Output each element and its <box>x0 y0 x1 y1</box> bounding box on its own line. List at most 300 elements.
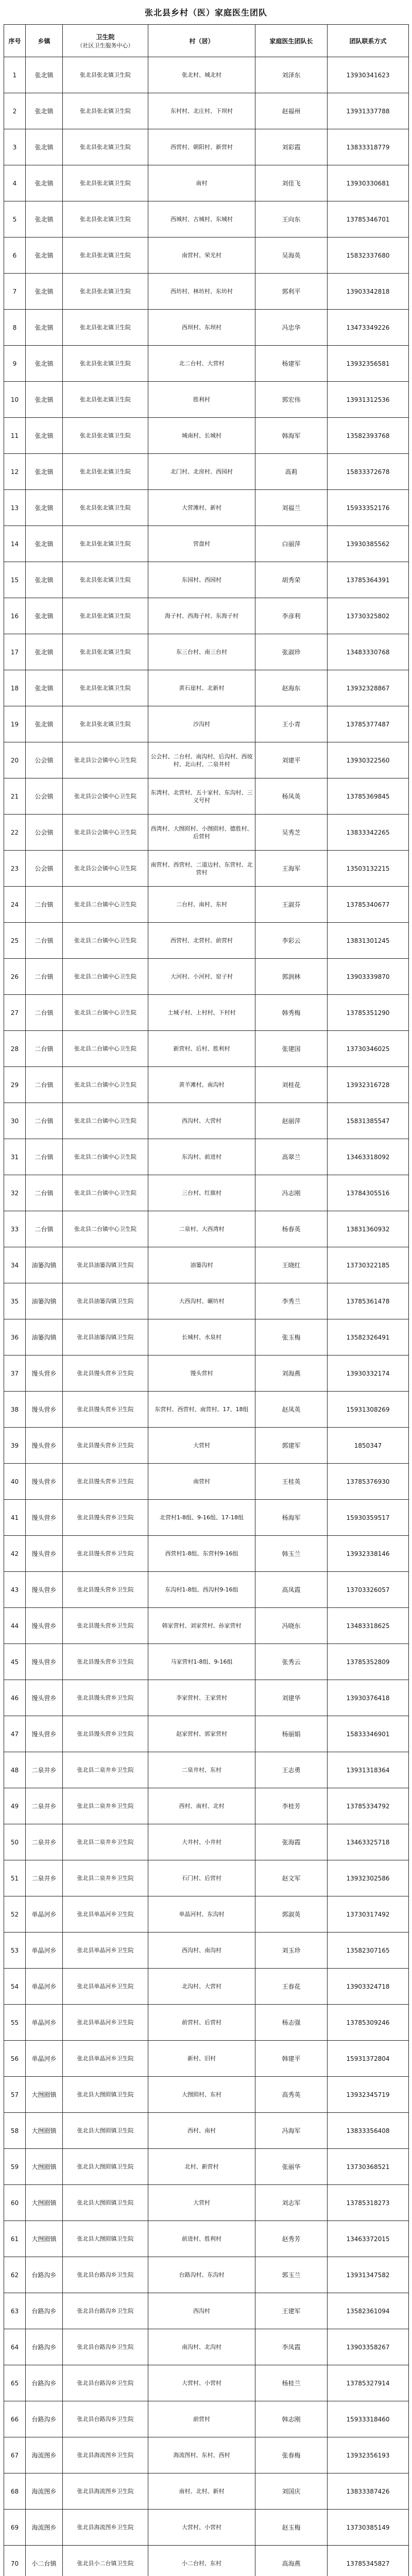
cell-villages: 赵家营村、郭家营村 <box>148 1716 255 1752</box>
cell-clinic: 张北县台路沟乡卫生院 <box>63 2401 148 2437</box>
cell-contact: 13785351290 <box>328 995 409 1031</box>
cell-clinic: 张北县单晶河乡卫生院 <box>63 1896 148 1933</box>
cell-contact: 15931308269 <box>328 1392 409 1428</box>
cell-contact: 13785318273 <box>328 2185 409 2221</box>
cell-township: 油篓沟镇 <box>26 1247 63 1283</box>
cell-clinic: 张北县张北镇卫生院 <box>63 201 148 238</box>
cell-clinic: 张北县张北镇卫生院 <box>63 238 148 274</box>
cell-team-leader: 王淑芬 <box>255 887 328 923</box>
table-row <box>4 706 409 742</box>
cell-contact: 15832337680 <box>328 238 409 274</box>
table-row <box>4 1824 409 1860</box>
cell-contact: 13785369845 <box>328 778 409 815</box>
cell-villages: 大西沟村、碾坊村 <box>148 1283 255 1319</box>
table-row <box>4 2113 409 2149</box>
cell-villages: 大营滩村、新村 <box>148 490 255 526</box>
cell-index: 9 <box>4 346 26 382</box>
cell-contact: 13785340677 <box>328 887 409 923</box>
cell-team-leader: 韩秀梅 <box>255 995 328 1031</box>
cell-index: 35 <box>4 1283 26 1319</box>
cell-index: 37 <box>4 1355 26 1392</box>
cell-team-leader: 刘国庆 <box>255 2473 328 2510</box>
cell-contact: 13463325718 <box>328 1824 409 1860</box>
cell-contact: 15833346901 <box>328 1716 409 1752</box>
cell-contact: 13932356581 <box>328 346 409 382</box>
cell-villages: 西营村1-8组、东营村9-16组 <box>148 1536 255 1572</box>
cell-index: 6 <box>4 238 26 274</box>
cell-township: 二台镇 <box>26 995 63 1031</box>
cell-township: 馒头营乡 <box>26 1608 63 1644</box>
cell-township: 馒头营乡 <box>26 1644 63 1680</box>
table-row <box>4 2077 409 2113</box>
cell-index: 4 <box>4 165 26 201</box>
table-row <box>4 670 409 706</box>
cell-index: 17 <box>4 634 26 670</box>
cell-contact: 1850347 <box>328 1428 409 1464</box>
cell-contact: 13582326491 <box>328 1319 409 1355</box>
cell-contact: 13463318092 <box>328 1139 409 1175</box>
cell-contact: 13903339870 <box>328 959 409 995</box>
table-row <box>4 1572 409 1608</box>
cell-township: 二泉井乡 <box>26 1860 63 1896</box>
cell-index: 48 <box>4 1752 26 1788</box>
cell-township: 公会镇 <box>26 742 63 778</box>
cell-township: 大囫囵镇 <box>26 2221 63 2257</box>
cell-contact: 13931347582 <box>328 2257 409 2293</box>
cell-contact: 13833356408 <box>328 2113 409 2149</box>
cell-index: 29 <box>4 1067 26 1103</box>
cell-team-leader: 刘福兰 <box>255 490 328 526</box>
cell-clinic: 张北县馒头营乡卫生院 <box>63 1644 148 1680</box>
table-row <box>4 418 409 454</box>
cell-team-leader: 杨志强 <box>255 2005 328 2041</box>
cell-contact: 13932328867 <box>328 670 409 706</box>
cell-township: 张北镇 <box>26 165 63 201</box>
table-row <box>4 634 409 670</box>
table-row <box>4 238 409 274</box>
cell-index: 46 <box>4 1680 26 1716</box>
table-row <box>4 165 409 201</box>
cell-township: 张北镇 <box>26 418 63 454</box>
cell-index: 31 <box>4 1139 26 1175</box>
cell-contact: 13785364391 <box>328 562 409 598</box>
cell-index: 53 <box>4 1933 26 1969</box>
table-row <box>4 742 409 778</box>
cell-villages: 李家营村、王家营村 <box>148 1680 255 1716</box>
cell-team-leader: 高莉 <box>255 454 328 490</box>
cell-index: 67 <box>4 2437 26 2473</box>
cell-contact: 13730325802 <box>328 598 409 634</box>
cell-clinic: 张北县油篓沟镇卫生院 <box>63 1319 148 1355</box>
table-row <box>4 598 409 634</box>
cell-clinic: 张北县馒头营乡卫生院 <box>63 1464 148 1500</box>
table-row <box>4 815 409 851</box>
cell-villages: 馒头营村 <box>148 1355 255 1392</box>
cell-township: 张北镇 <box>26 274 63 310</box>
cell-clinic: 张北县张北镇卫生院 <box>63 310 148 346</box>
cell-villages: 胜利村 <box>148 382 255 418</box>
cell-team-leader: 郭润林 <box>255 959 328 995</box>
cell-index: 69 <box>4 2510 26 2546</box>
cell-clinic: 张北县二台镇中心卫生院 <box>63 1175 148 1211</box>
table-row <box>4 851 409 887</box>
cell-township: 台路沟乡 <box>26 2365 63 2401</box>
cell-clinic: 张北县张北镇卫生院 <box>63 454 148 490</box>
cell-villages: 大营村 <box>148 2185 255 2221</box>
cell-villages: 北二台村、大营村 <box>148 346 255 382</box>
cell-villages: 北沟村、大营村 <box>148 1969 255 2005</box>
cell-team-leader: 赵海东 <box>255 670 328 706</box>
cell-index: 65 <box>4 2365 26 2401</box>
cell-team-leader: 张玉梅 <box>255 1319 328 1355</box>
header-villages: 村（居） <box>148 25 255 57</box>
cell-township: 大囫囵镇 <box>26 2113 63 2149</box>
table-row <box>4 454 409 490</box>
cell-index: 54 <box>4 1969 26 2005</box>
cell-index: 57 <box>4 2077 26 2113</box>
cell-team-leader: 杨凤英 <box>255 778 328 815</box>
cell-contact: 13730317492 <box>328 1896 409 1933</box>
cell-team-leader: 刘佳飞 <box>255 165 328 201</box>
cell-team-leader: 杨桂兰 <box>255 2365 328 2401</box>
cell-index: 61 <box>4 2221 26 2257</box>
table-row <box>4 1067 409 1103</box>
cell-contact: 13930376418 <box>328 1680 409 1716</box>
table-row <box>4 959 409 995</box>
cell-township: 张北镇 <box>26 454 63 490</box>
table-row <box>4 1860 409 1896</box>
cell-team-leader: 刘建华 <box>255 1680 328 1716</box>
table-row <box>4 1392 409 1428</box>
cell-contact: 13483330768 <box>328 634 409 670</box>
cell-contact: 13932345719 <box>328 2077 409 2113</box>
cell-contact: 13903358267 <box>328 2329 409 2365</box>
cell-team-leader: 王晓红 <box>255 1247 328 1283</box>
cell-team-leader: 杨海军 <box>255 1500 328 1536</box>
cell-township: 馒头营乡 <box>26 1355 63 1392</box>
cell-clinic: 张北县公会镇中心卫生院 <box>63 742 148 778</box>
table-row <box>4 2041 409 2077</box>
cell-clinic: 张北县油篓沟镇卫生院 <box>63 1283 148 1319</box>
table-row <box>4 1464 409 1500</box>
cell-township: 单晶河乡 <box>26 1933 63 1969</box>
cell-township: 台路沟乡 <box>26 2257 63 2293</box>
cell-index: 27 <box>4 995 26 1031</box>
cell-township: 台路沟乡 <box>26 2293 63 2329</box>
cell-clinic: 张北县馒头营乡卫生院 <box>63 1608 148 1644</box>
table-row <box>4 2473 409 2510</box>
cell-team-leader: 冯志刚 <box>255 1175 328 1211</box>
cell-villages: 马家营村1-8组、9-16组 <box>148 1644 255 1680</box>
cell-team-leader: 李彦利 <box>255 598 328 634</box>
cell-villages: 公会村、二台村、南沟村、后沟村、西坡村、北山村、二泉井村 <box>148 742 255 778</box>
cell-contact: 13784305516 <box>328 1175 409 1211</box>
cell-clinic: 张北县油篓沟镇卫生院 <box>63 1247 148 1283</box>
cell-team-leader: 赵凤英 <box>255 1392 328 1428</box>
cell-township: 公会镇 <box>26 778 63 815</box>
cell-township: 张北镇 <box>26 670 63 706</box>
cell-villages: 油篓沟村 <box>148 1247 255 1283</box>
cell-index: 64 <box>4 2329 26 2365</box>
cell-villages: 海流图村、东村、西村 <box>148 2437 255 2473</box>
cell-township: 二泉井乡 <box>26 1788 63 1824</box>
table-row <box>4 57 409 93</box>
cell-township: 油篓沟镇 <box>26 1319 63 1355</box>
cell-clinic: 张北县二台镇中心卫生院 <box>63 923 148 959</box>
cell-clinic: 张北县大囫囵镇卫生院 <box>63 2221 148 2257</box>
cell-township: 馒头营乡 <box>26 1428 63 1464</box>
cell-index: 66 <box>4 2401 26 2437</box>
cell-township: 二台镇 <box>26 1031 63 1067</box>
cell-contact: 13483318625 <box>328 1608 409 1644</box>
cell-index: 24 <box>4 887 26 923</box>
cell-township: 张北镇 <box>26 346 63 382</box>
cell-team-leader: 张丽华 <box>255 2149 328 2185</box>
cell-contact: 15831385547 <box>328 1103 409 1139</box>
cell-index: 2 <box>4 93 26 129</box>
cell-team-leader: 张淑珍 <box>255 634 328 670</box>
cell-villages: 新村、旧村 <box>148 2041 255 2077</box>
cell-index: 60 <box>4 2185 26 2221</box>
cell-team-leader: 吴海英 <box>255 238 328 274</box>
cell-villages: 西营村、朝阳村、新营村 <box>148 129 255 165</box>
cell-team-leader: 郭利平 <box>255 274 328 310</box>
cell-township: 单晶河乡 <box>26 2041 63 2077</box>
table-row <box>4 1175 409 1211</box>
table-row <box>4 1933 409 1969</box>
table-row <box>4 201 409 238</box>
cell-contact: 13582361094 <box>328 2293 409 2329</box>
cell-team-leader: 李彩云 <box>255 923 328 959</box>
cell-township: 张北镇 <box>26 526 63 562</box>
cell-index: 47 <box>4 1716 26 1752</box>
cell-clinic: 张北县单晶河乡卫生院 <box>63 1969 148 2005</box>
cell-team-leader: 刘志军 <box>255 2185 328 2221</box>
table-row <box>4 1283 409 1319</box>
cell-villages: 西村、南村 <box>148 2113 255 2149</box>
cell-township: 公会镇 <box>26 815 63 851</box>
cell-clinic: 张北县张北镇卫生院 <box>63 57 148 93</box>
cell-contact: 13930385562 <box>328 526 409 562</box>
table-row <box>4 274 409 310</box>
cell-index: 19 <box>4 706 26 742</box>
cell-clinic: 张北县二台镇中心卫生院 <box>63 887 148 923</box>
cell-villages: 北村、新营村 <box>148 2149 255 2185</box>
cell-clinic: 张北县海流图乡卫生院 <box>63 2473 148 2510</box>
cell-team-leader: 张海霞 <box>255 1824 328 1860</box>
cell-clinic: 张北县台路沟乡卫生院 <box>63 2365 148 2401</box>
cell-index: 16 <box>4 598 26 634</box>
cell-villages: 小二台村、东村 <box>148 2546 255 2576</box>
cell-index: 21 <box>4 778 26 815</box>
cell-villages: 西坊村、林坊村、东坊村 <box>148 274 255 310</box>
cell-villages: 北门村、北房村、西园村 <box>148 454 255 490</box>
table-row <box>4 2401 409 2437</box>
table-row <box>4 1500 409 1536</box>
cell-team-leader: 吴秀芝 <box>255 815 328 851</box>
cell-villages: 石门村、后营村 <box>148 1860 255 1896</box>
table-row <box>4 1247 409 1283</box>
table-row <box>4 2257 409 2293</box>
table-row <box>4 1788 409 1824</box>
cell-township: 二台镇 <box>26 1211 63 1247</box>
cell-clinic: 张北县大囫囵镇卫生院 <box>63 2185 148 2221</box>
cell-clinic: 张北县张北镇卫生院 <box>63 274 148 310</box>
cell-index: 32 <box>4 1175 26 1211</box>
cell-team-leader: 冯海军 <box>255 2113 328 2149</box>
cell-clinic: 张北县二台镇中心卫生院 <box>63 1211 148 1247</box>
cell-contact: 13833342265 <box>328 815 409 851</box>
cell-contact: 13931312536 <box>328 382 409 418</box>
cell-team-leader: 高凤霞 <box>255 1572 328 1608</box>
cell-index: 28 <box>4 1031 26 1067</box>
cell-clinic: 张北县张北镇卫生院 <box>63 490 148 526</box>
cell-township: 二泉井乡 <box>26 1824 63 1860</box>
cell-team-leader: 杨建军 <box>255 346 328 382</box>
cell-team-leader: 韩玉兰 <box>255 1536 328 1572</box>
cell-team-leader: 高秀英 <box>255 2077 328 2113</box>
cell-index: 44 <box>4 1608 26 1644</box>
cell-villages: 西营村、北营村、前营村 <box>148 923 255 959</box>
cell-contact: 13932316728 <box>328 1067 409 1103</box>
cell-clinic: 张北县二台镇中心卫生院 <box>63 1031 148 1067</box>
cell-clinic: 张北县海流图乡卫生院 <box>63 2437 148 2473</box>
cell-team-leader: 李凤霞 <box>255 2329 328 2365</box>
table-row <box>4 2149 409 2185</box>
cell-villages: 北营村1-8组、9-16组、17-18组 <box>148 1500 255 1536</box>
cell-clinic: 张北县台路沟乡卫生院 <box>63 2329 148 2365</box>
cell-clinic: 张北县二台镇中心卫生院 <box>63 1103 148 1139</box>
cell-contact: 13903324718 <box>328 1969 409 2005</box>
cell-clinic: 张北县张北镇卫生院 <box>63 418 148 454</box>
cell-clinic: 张北县台路沟乡卫生院 <box>63 2257 148 2293</box>
cell-contact: 13785377487 <box>328 706 409 742</box>
cell-index: 70 <box>4 2546 26 2576</box>
table-row <box>4 562 409 598</box>
cell-township: 张北镇 <box>26 634 63 670</box>
cell-township: 馒头营乡 <box>26 1392 63 1428</box>
cell-index: 10 <box>4 382 26 418</box>
cell-index: 30 <box>4 1103 26 1139</box>
cell-township: 张北镇 <box>26 706 63 742</box>
table-row <box>4 1644 409 1680</box>
header-team-leader: 家庭医生团队长 <box>255 25 328 57</box>
cell-contact: 13730322185 <box>328 1247 409 1283</box>
cell-township: 单晶河乡 <box>26 2005 63 2041</box>
table-row <box>4 778 409 815</box>
table-row <box>4 1139 409 1175</box>
cell-clinic: 张北县台路沟乡卫生院 <box>63 2293 148 2329</box>
cell-township: 馒头营乡 <box>26 1716 63 1752</box>
cell-contact: 13785327914 <box>328 2365 409 2401</box>
cell-index: 18 <box>4 670 26 706</box>
cell-team-leader: 杨丽娟 <box>255 1716 328 1752</box>
cell-team-leader: 高海燕 <box>255 2546 328 2576</box>
table-row <box>4 2005 409 2041</box>
cell-villages: 大营村、小营村 <box>148 2510 255 2546</box>
cell-contact: 13932338146 <box>328 1536 409 1572</box>
cell-contact: 13930332174 <box>328 1355 409 1392</box>
cell-township: 张北镇 <box>26 598 63 634</box>
cell-township: 公会镇 <box>26 851 63 887</box>
cell-villages: 城南村、长城村 <box>148 418 255 454</box>
cell-clinic: 张北县张北镇卫生院 <box>63 670 148 706</box>
cell-team-leader: 张秀云 <box>255 1644 328 1680</box>
cell-clinic: 张北县二泉井乡卫生院 <box>63 1860 148 1896</box>
table-header-row <box>4 25 409 57</box>
cell-villages: 西沟村 <box>148 2293 255 2329</box>
cell-villages: 海子村、西海子村、东海子村 <box>148 598 255 634</box>
cell-contact: 13785361478 <box>328 1283 409 1319</box>
cell-villages: 黄羊滩村、南沟村 <box>148 1067 255 1103</box>
cell-clinic: 张北县二台镇中心卫生院 <box>63 995 148 1031</box>
header-clinic <box>63 25 148 57</box>
table-row <box>4 1355 409 1392</box>
cell-index: 1 <box>4 57 26 93</box>
cell-index: 7 <box>4 274 26 310</box>
cell-index: 5 <box>4 201 26 238</box>
cell-index: 49 <box>4 1788 26 1824</box>
cell-villages: 营盘村 <box>148 526 255 562</box>
cell-contact: 15933318460 <box>328 2401 409 2437</box>
cell-township: 二泉井乡 <box>26 1752 63 1788</box>
cell-villages: 大营村、小营村 <box>148 2365 255 2401</box>
cell-contact: 13831301245 <box>328 923 409 959</box>
cell-contact: 13931318364 <box>328 1752 409 1788</box>
cell-villages: 长城村、水泉村 <box>148 1319 255 1355</box>
cell-clinic: 张北县张北镇卫生院 <box>63 526 148 562</box>
cell-index: 12 <box>4 454 26 490</box>
cell-clinic: 张北县馒头营乡卫生院 <box>63 1572 148 1608</box>
table-row <box>4 1752 409 1788</box>
cell-contact: 13785376930 <box>328 1464 409 1500</box>
table-body <box>4 57 409 2576</box>
cell-index: 56 <box>4 2041 26 2077</box>
cell-township: 张北镇 <box>26 57 63 93</box>
cell-villages: 东村村、北庄村、下坝村 <box>148 93 255 129</box>
table-row <box>4 887 409 923</box>
cell-index: 13 <box>4 490 26 526</box>
header-contact: 团队联系方式 <box>328 25 409 57</box>
cell-villages: 南营村 <box>148 1464 255 1500</box>
cell-contact: 13730346025 <box>328 1031 409 1067</box>
cell-contact: 13785352809 <box>328 1644 409 1680</box>
cell-team-leader: 王春花 <box>255 1969 328 2005</box>
cell-villages: 西沟村、南沟村 <box>148 1933 255 1969</box>
cell-team-leader: 李桂芳 <box>255 1788 328 1824</box>
cell-clinic: 张北县馒头营乡卫生院 <box>63 1536 148 1572</box>
cell-index: 52 <box>4 1896 26 1933</box>
cell-clinic: 张北县单晶河乡卫生院 <box>63 2041 148 2077</box>
cell-team-leader: 郭宏伟 <box>255 382 328 418</box>
cell-contact: 13785345827 <box>328 2546 409 2576</box>
cell-index: 34 <box>4 1247 26 1283</box>
cell-clinic: 张北县小二台镇卫生院 <box>63 2546 148 2576</box>
header-clinic-label: 卫生院 <box>96 33 115 41</box>
cell-villages: 南营村、荣光村 <box>148 238 255 274</box>
table-row <box>4 923 409 959</box>
cell-index: 41 <box>4 1500 26 1536</box>
cell-team-leader: 李秀兰 <box>255 1283 328 1319</box>
cell-villages: 前营村 <box>148 2401 255 2437</box>
cell-index: 51 <box>4 1860 26 1896</box>
cell-contact: 13703326057 <box>328 1572 409 1608</box>
cell-clinic: 张北县张北镇卫生院 <box>63 346 148 382</box>
table-row <box>4 310 409 346</box>
cell-township: 海流图乡 <box>26 2473 63 2510</box>
cell-team-leader: 王志勇 <box>255 1752 328 1788</box>
header-township: 乡镇 <box>26 25 63 57</box>
